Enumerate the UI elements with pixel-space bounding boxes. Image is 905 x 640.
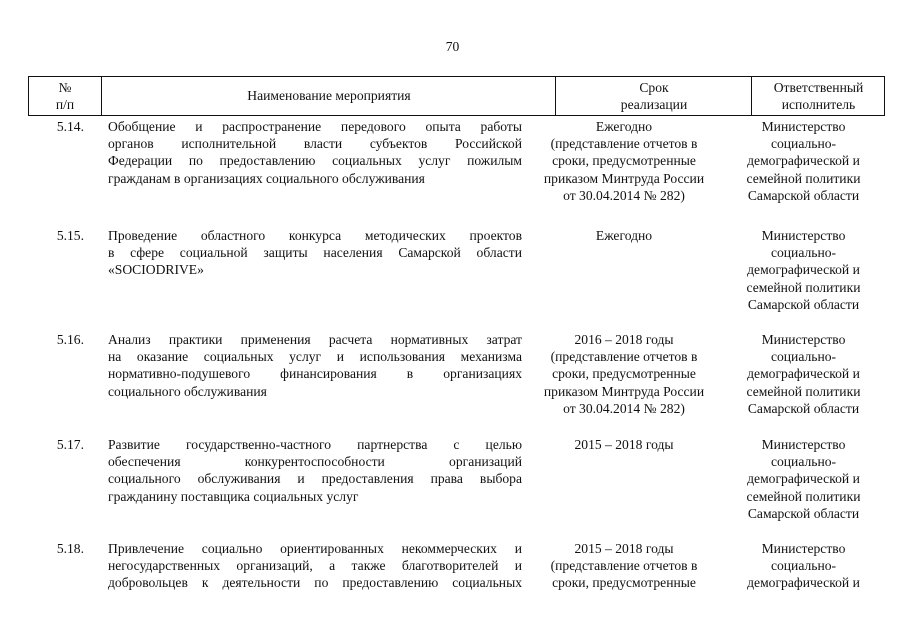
text-line: гражданам в организациях социального обслуживания xyxy=(108,170,425,186)
text-line: от 30.04.2014 № 282) xyxy=(563,400,685,416)
text-line: демографической и xyxy=(747,471,860,487)
text-line: социального обслуживания xyxy=(108,383,267,399)
table-header xyxy=(28,76,885,116)
header-text: № xyxy=(58,79,72,95)
text-line: Министерство xyxy=(761,541,846,556)
header-text: реализации xyxy=(620,97,688,112)
text-line: нормативно-подушевого финансирования в организациях xyxy=(108,366,522,382)
header-text: Срок xyxy=(639,79,669,95)
header-responsible-column xyxy=(751,77,885,115)
row-responsible xyxy=(722,331,885,417)
text-line: социально- xyxy=(770,136,837,152)
text-line: демографической и xyxy=(747,366,860,382)
text-line: Министерство xyxy=(761,119,846,134)
header-name-column xyxy=(101,77,556,115)
text-line: приказом Минтруда России xyxy=(543,383,705,399)
text-line: обеспечения конкурентоспособности организаций xyxy=(108,454,522,470)
text-line: Самарской области xyxy=(747,187,860,203)
text-line: негосударственных организаций, а также благотворителей и xyxy=(108,558,522,574)
row-number: 5.16. xyxy=(56,332,84,347)
text-line: от 30.04.2014 № 282) xyxy=(563,187,685,203)
text-line: социально- xyxy=(770,349,837,365)
text-line: приказом Минтруда России xyxy=(543,170,705,186)
text-line: сроки, предусмотренные xyxy=(552,153,696,169)
text-line: «SOCIODRIVE» xyxy=(108,262,204,278)
text-line: 2015 – 2018 годы xyxy=(574,541,674,556)
text-line: Анализ практики применения расчета нормативных затрат xyxy=(108,332,522,347)
text-line: Министерство xyxy=(761,228,846,243)
header-text: Ответственный xyxy=(773,79,864,95)
text-line: гражданину поставщика социальных услуг xyxy=(108,488,359,504)
text-line: Ежегодно xyxy=(595,228,653,243)
text-line: (представление отчетов в xyxy=(550,136,698,152)
text-line: (представление отчетов в xyxy=(550,349,698,365)
row-responsible xyxy=(722,436,885,522)
text-line: Министерство xyxy=(761,332,846,347)
text-line: Федерации по предоставлению социальных услуг пожилым xyxy=(108,153,522,169)
text-line: Привлечение социально ориентированных некоммерческих и xyxy=(108,541,522,556)
row-responsible xyxy=(722,118,885,204)
header-text: исполнитель xyxy=(781,97,856,112)
row-term xyxy=(526,540,722,592)
text-line: семейной политики xyxy=(746,279,861,295)
row-number: 5.17. xyxy=(56,437,84,452)
text-line: Ежегодно xyxy=(595,119,653,134)
row-activity-name xyxy=(108,436,522,505)
text-line: (представление отчетов в xyxy=(550,558,698,574)
row-term xyxy=(526,118,722,204)
row-responsible xyxy=(722,540,885,592)
header-text: Наименование мероприятия xyxy=(247,88,411,104)
text-line: демографической и xyxy=(747,153,860,169)
row-term xyxy=(526,331,722,417)
text-line: семейной политики xyxy=(746,488,861,504)
text-line: демографической и xyxy=(747,575,860,591)
text-line: семейной политики xyxy=(746,383,861,399)
text-line: Развитие государственно-частного партнерства с целью xyxy=(108,437,522,452)
text-line: социального обслуживания и предоставления права выбора xyxy=(108,471,522,487)
page-number: 70 xyxy=(445,39,460,54)
row-activity-name xyxy=(108,227,522,279)
row-number: 5.18. xyxy=(56,541,84,556)
header-term-column xyxy=(555,77,752,115)
text-line: Самарской области xyxy=(747,505,860,521)
text-line: демографической и xyxy=(747,262,860,278)
header-text: п/п xyxy=(55,97,75,112)
text-line: сроки, предусмотренные xyxy=(552,575,696,591)
text-line: в сфере социальной защиты населения Самарской области xyxy=(108,245,522,261)
row-term xyxy=(526,227,722,244)
text-line: Самарской области xyxy=(747,400,860,416)
text-line: Обобщение и распространение передового опыта работы xyxy=(108,119,522,134)
text-line: органов исполнительной власти субъектов Российской xyxy=(108,136,522,152)
row-number: 5.14. xyxy=(56,119,84,134)
text-line: Министерство xyxy=(761,437,846,452)
row-number: 5.15. xyxy=(56,228,84,243)
text-line: социально- xyxy=(770,454,837,470)
text-line: сроки, предусмотренные xyxy=(552,366,696,382)
row-term xyxy=(526,436,722,453)
text-line: социально- xyxy=(770,558,837,574)
row-responsible xyxy=(722,227,885,313)
text-line: 2015 – 2018 годы xyxy=(574,437,674,452)
text-line: 2016 – 2018 годы xyxy=(574,332,674,347)
row-activity-name xyxy=(108,540,522,592)
text-line: Самарской области xyxy=(747,296,860,312)
row-activity-name xyxy=(108,331,522,400)
text-line: семейной политики xyxy=(746,170,861,186)
text-line: социально- xyxy=(770,245,837,261)
text-line: добровольцев к деятельности по предоставлению социальных xyxy=(108,575,522,591)
row-activity-name xyxy=(108,118,522,187)
header-number-column xyxy=(29,77,101,115)
text-line: Проведение областного конкурса методических проектов xyxy=(108,228,522,243)
text-line: на оказание социальных услуг и использования механизма xyxy=(108,349,522,365)
